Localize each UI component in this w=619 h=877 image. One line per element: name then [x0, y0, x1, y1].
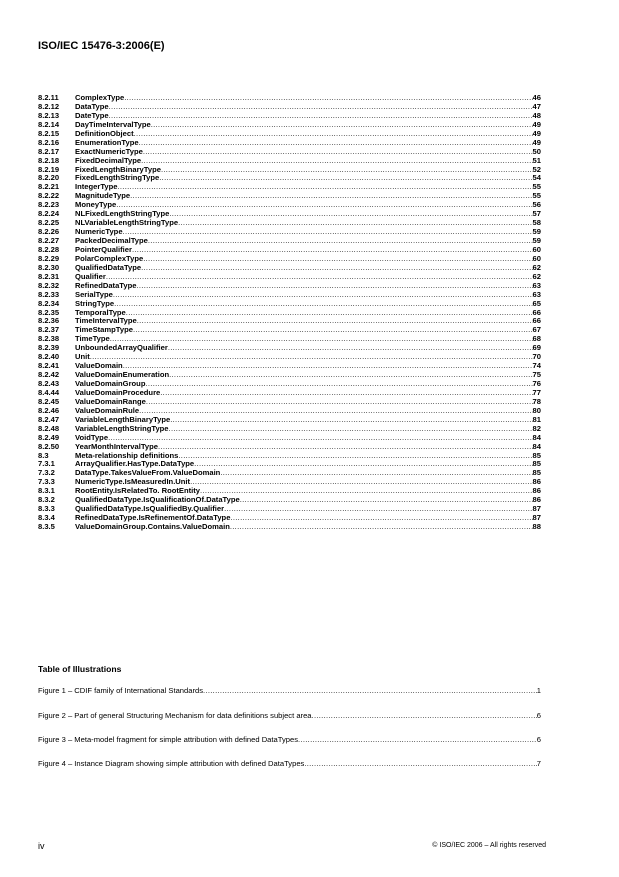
- toc-entry-number: 8.2.39: [38, 343, 60, 353]
- toc-entry-number: 8.3.3: [38, 504, 55, 514]
- toc-entry-number: 8.2.42: [38, 370, 60, 380]
- leader-dots: [220, 469, 532, 478]
- toc-entry-title: UnboundedArrayQualifier: [75, 343, 168, 353]
- toc-entry-page: 60: [532, 244, 541, 254]
- toc-entry-number: 8.2.11: [38, 93, 59, 102]
- toc-entry-number: 8.2.50: [38, 441, 60, 451]
- toc-entry-number: 8.2.43: [38, 379, 60, 388]
- toc-entry-page: 85: [532, 450, 541, 460]
- toc-entry-page: 51: [532, 155, 541, 165]
- toc-entry-page: 49: [532, 128, 541, 138]
- toc-entry-page: 63: [532, 289, 541, 299]
- toc-entry-number: 8.3.2: [38, 495, 55, 505]
- leader-dots: [136, 282, 532, 291]
- toc-entry-number: 8.2.41: [38, 361, 60, 371]
- leader-dots: [90, 353, 533, 362]
- toc-entry[interactable]: [38, 344, 541, 353]
- toc-entry-number: 8.2.47: [38, 414, 60, 424]
- illustration-entry[interactable]: [38, 735, 541, 744]
- toc-entry-number: 8.2.25: [38, 218, 60, 228]
- leader-dots: [139, 407, 532, 416]
- toc-entry-page: 70: [532, 352, 541, 362]
- toc-entry-page: 56: [532, 200, 541, 210]
- toc-entry-number: 8.3.5: [38, 522, 55, 531]
- toc-entry-number: 8.2.15: [38, 128, 60, 138]
- toc-entry-number: 8.2.48: [38, 423, 60, 433]
- toc-entry-page: 46: [532, 93, 541, 102]
- toc-entry-page: 68: [532, 334, 541, 344]
- leader-dots: [145, 380, 532, 389]
- table-of-contents: [38, 94, 541, 532]
- illustration-page: 1: [536, 686, 541, 695]
- toc-entry-title: ValueDomainRange: [75, 396, 146, 406]
- toc-entry-page: 75: [532, 370, 541, 380]
- toc-entry-number: 8.2.27: [38, 236, 60, 245]
- toc-entry-page: 50: [532, 146, 541, 156]
- toc-entry-number: 8.2.29: [38, 253, 60, 263]
- leader-dots: [224, 505, 532, 514]
- toc-entry-page: 85: [532, 468, 541, 478]
- toc-entry-title: Qualifier: [75, 271, 106, 281]
- toc-entry-title: VoidType: [75, 432, 109, 442]
- toc-entry-page: 84: [532, 441, 541, 451]
- toc-entry-number: 8.4.44: [38, 387, 60, 397]
- leader-dots: [110, 335, 533, 344]
- toc-entry-title: MoneyType: [75, 200, 117, 210]
- leader-dots: [194, 460, 532, 469]
- toc-entry-title: QualifiedDataType: [75, 262, 142, 272]
- leader-dots: [139, 139, 533, 148]
- leader-dots: [169, 371, 532, 380]
- toc-entry-title: FixedLengthStringType: [75, 173, 160, 183]
- toc-entry-page: 49: [532, 137, 541, 147]
- leader-dots: [116, 201, 532, 210]
- toc-entry-page: 59: [532, 236, 541, 245]
- leader-dots: [230, 514, 532, 523]
- toc-entry-page: 78: [532, 396, 541, 406]
- toc-entry-title: Unit: [75, 352, 90, 362]
- toc-entry-number: 8.2.46: [38, 405, 60, 415]
- toc-entry-title: TimeType: [75, 334, 110, 344]
- toc-entry-page: 63: [532, 280, 541, 290]
- leader-dots: [159, 174, 532, 183]
- toc-entry-page: 47: [532, 101, 541, 111]
- toc-entry-page: 77: [532, 387, 541, 397]
- toc-entry-title: PolarComplexType: [75, 253, 144, 263]
- toc-entry-page: 58: [532, 218, 541, 228]
- leader-dots: [117, 183, 532, 192]
- toc-entry-number: 8.2.49: [38, 432, 60, 442]
- leader-dots: [169, 210, 532, 219]
- leader-dots: [137, 317, 533, 326]
- toc-entry-title: ValueDomainEnumeration: [75, 370, 170, 380]
- toc-entry-page: 52: [532, 164, 541, 174]
- toc-entry-title: NLFixedLengthStringType: [75, 209, 170, 219]
- toc-entry-page: 69: [532, 343, 541, 353]
- toc-entry-page: 57: [532, 209, 541, 219]
- toc-entry-title: TimeStampType: [75, 325, 133, 335]
- leader-dots: [148, 237, 533, 246]
- toc-entry-number: 8.2.21: [38, 182, 60, 192]
- toc-entry-title: DefinitionObject: [75, 128, 134, 138]
- illustration-entry[interactable]: [38, 686, 541, 695]
- toc-entry-title: ValueDomainRule: [75, 405, 140, 415]
- toc-entry-number: 8.2.13: [38, 110, 60, 120]
- toc-entry-title: ValueDomainGroup: [75, 379, 146, 388]
- toc-entry-page: 59: [532, 227, 541, 237]
- illustration-title: Figure 3 – Meta-model fragment for simple attribution with defined DataTypes: [38, 735, 299, 744]
- illustrations-heading: Table of Illustrations: [38, 664, 122, 674]
- toc-entry-number: 8.2.26: [38, 227, 60, 237]
- leader-dots: [134, 130, 533, 139]
- toc-entry-title: IntegerType: [75, 182, 118, 192]
- toc-entry[interactable]: [38, 264, 541, 273]
- leader-dots: [141, 264, 532, 273]
- leader-dots: [169, 425, 533, 434]
- toc-entry-number: 8.2.33: [38, 289, 60, 299]
- toc-entry-number: 8.2.24: [38, 209, 60, 219]
- toc-entry-number: 8.2.37: [38, 325, 60, 335]
- toc-entry-page: 55: [532, 182, 541, 192]
- toc-entry-title: NLVariableLengthStringType: [75, 218, 179, 228]
- toc-entry-number: 7.3.2: [38, 468, 55, 478]
- toc-entry-page: 62: [532, 262, 541, 272]
- toc-entry-title: ValueDomainProcedure: [75, 387, 161, 397]
- leader-dots: [133, 326, 533, 335]
- leader-dots: [130, 192, 532, 201]
- toc-entry-title: TemporalType: [75, 307, 126, 317]
- leader-dots: [106, 273, 533, 282]
- toc-entry-title: DateType: [75, 110, 109, 120]
- toc-entry[interactable]: [38, 282, 541, 291]
- leader-dots: [304, 759, 536, 768]
- toc-entry-number: 8.2.38: [38, 334, 60, 344]
- toc-entry-page: 74: [532, 361, 541, 371]
- toc-entry-title: StringType: [75, 298, 115, 308]
- illustration-title: Figure 1 – CDIF family of International Standards: [38, 686, 204, 695]
- toc-entry-number: 8.2.40: [38, 352, 60, 362]
- toc-entry-title: QualifiedDataType.IsQualificationOf.DataType: [75, 495, 240, 505]
- toc-entry-page: 87: [532, 513, 541, 523]
- toc-entry-page: 88: [532, 522, 541, 531]
- page-number: iv: [38, 841, 45, 851]
- leader-dots: [170, 416, 532, 425]
- leader-dots: [168, 344, 533, 353]
- illustration-page: 6: [536, 711, 541, 720]
- toc-entry-number: 8.2.45: [38, 396, 60, 406]
- toc-entry-page: 65: [532, 298, 541, 308]
- leader-dots: [126, 309, 533, 318]
- toc-entry-title: SerialType: [75, 289, 113, 299]
- toc-entry-number: 8.2.36: [38, 316, 60, 326]
- toc-entry-title: PointerQualifier: [75, 244, 132, 254]
- toc-entry-page: 86: [532, 495, 541, 505]
- illustration-page: 6: [536, 735, 541, 744]
- toc-entry-number: 8.3: [38, 450, 49, 460]
- toc-entry-page: 76: [532, 379, 541, 388]
- toc-entry-title: TimeIntervalType: [75, 316, 137, 326]
- toc-entry-title: PackedDecimalType: [75, 236, 148, 245]
- toc-entry-title: DataType.TakesValueFrom.ValueDomain: [75, 468, 221, 478]
- toc-entry-number: 8.2.22: [38, 191, 60, 201]
- illustration-entry[interactable]: [38, 759, 541, 768]
- toc-entry[interactable]: [38, 523, 541, 532]
- leader-dots: [161, 166, 533, 175]
- leader-dots: [203, 686, 537, 695]
- toc-entry-title: RefinedDataType: [75, 280, 137, 290]
- illustration-title: Figure 4 – Instance Diagram showing simple attribution with defined DataTypes: [38, 759, 305, 768]
- leader-dots: [298, 735, 537, 744]
- toc-entry-page: 54: [532, 173, 541, 183]
- illustration-title: Figure 2 – Part of general Structuring Mechanism for data definitions subject area: [38, 711, 312, 720]
- leader-dots: [230, 523, 533, 532]
- copyright-notice: © ISO/IEC 2006 – All rights reserved: [432, 842, 546, 849]
- toc-entry-title: RefinedDataType.IsRefinementOf.DataType: [75, 513, 231, 523]
- illustration-entry[interactable]: [38, 711, 541, 720]
- leader-dots: [143, 148, 533, 157]
- toc-entry-title: NumericType.IsMeasuredIn.Unit: [75, 477, 191, 487]
- toc-entry-number: 8.2.16: [38, 137, 60, 147]
- toc-entry-number: 7.3.1: [38, 459, 55, 469]
- toc-entry-title: YearMonthIntervalType: [75, 441, 158, 451]
- illustration-page: 7: [536, 759, 541, 768]
- toc-entry-number: 8.2.35: [38, 307, 60, 317]
- toc-entry-number: 8.2.19: [38, 164, 60, 174]
- toc-entry-page: 82: [532, 423, 541, 433]
- leader-dots: [123, 362, 533, 371]
- toc-entry-page: 49: [532, 119, 541, 129]
- leader-dots: [312, 711, 537, 720]
- leader-dots: [132, 246, 533, 255]
- leader-dots: [108, 434, 532, 443]
- leader-dots: [114, 300, 532, 309]
- toc-entry-title: Meta-relationship definitions: [75, 450, 179, 460]
- toc-entry-page: 86: [532, 477, 541, 487]
- leader-dots: [146, 398, 533, 407]
- leader-dots: [178, 452, 532, 461]
- toc-entry[interactable]: [38, 94, 541, 103]
- toc-entry-page: 86: [532, 486, 541, 496]
- toc-entry-page: 81: [532, 414, 541, 424]
- leader-dots: [190, 478, 532, 487]
- toc-entry[interactable]: [38, 326, 541, 335]
- toc-entry-page: 62: [532, 271, 541, 281]
- toc-entry-title: NumericType: [75, 227, 123, 237]
- leader-dots: [240, 496, 533, 505]
- leader-dots: [178, 219, 532, 228]
- toc-entry-title: FixedLengthBinaryType: [75, 164, 161, 174]
- leader-dots: [141, 157, 532, 166]
- toc-entry-number: 8.2.14: [38, 119, 60, 129]
- toc-entry[interactable]: [38, 425, 541, 434]
- leader-dots: [160, 389, 532, 398]
- toc-entry-title: VariableLengthStringType: [75, 423, 169, 433]
- toc-entry-title: RootEntity.IsRelatedTo. RootEntity: [75, 486, 201, 496]
- toc-entry-page: 80: [532, 405, 541, 415]
- toc-entry-page: 48: [532, 110, 541, 120]
- toc-entry-title: DayTimeIntervalType: [75, 119, 151, 129]
- toc-entry-title: EnumerationType: [75, 137, 139, 147]
- leader-dots: [109, 103, 533, 112]
- toc-entry-number: 8.2.17: [38, 146, 60, 156]
- toc-entry-title: FixedDecimalType: [75, 155, 142, 165]
- toc-entry-page: 84: [532, 432, 541, 442]
- toc-entry-page: 87: [532, 504, 541, 514]
- toc-entry-number: 8.3.4: [38, 513, 55, 523]
- toc-entry-title: ValueDomain: [75, 361, 123, 371]
- toc-entry-title: VariableLengthBinaryType: [75, 414, 171, 424]
- toc-entry[interactable]: [38, 103, 541, 112]
- toc-entry-number: 8.3.1: [38, 486, 55, 496]
- toc-entry-number: 8.2.30: [38, 262, 60, 272]
- toc-entry-number: 8.2.20: [38, 173, 60, 183]
- leader-dots: [123, 228, 533, 237]
- toc-entry-number: 8.2.28: [38, 244, 60, 254]
- toc-entry-number: 8.2.18: [38, 155, 60, 165]
- toc-entry-page: 66: [532, 316, 541, 326]
- toc-entry-title: MagnitudeType: [75, 191, 131, 201]
- leader-dots: [124, 94, 532, 103]
- toc-entry-title: ComplexType: [75, 93, 125, 102]
- toc-entry-page: 60: [532, 253, 541, 263]
- toc-entry-number: 8.2.23: [38, 200, 60, 210]
- leader-dots: [109, 112, 533, 121]
- toc-entry-page: 67: [532, 325, 541, 335]
- toc-entry-page: 66: [532, 307, 541, 317]
- leader-dots: [143, 255, 532, 264]
- toc-entry-number: 7.3.3: [38, 477, 55, 487]
- toc-entry-title: QualifiedDataType.IsQualifiedBy.Qualifier: [75, 504, 225, 514]
- leader-dots: [113, 291, 533, 300]
- leader-dots: [200, 487, 533, 496]
- toc-entry-title: ExactNumericType: [75, 146, 143, 156]
- leader-dots: [151, 121, 533, 130]
- toc-entry-number: 8.2.12: [38, 101, 60, 111]
- toc-entry-number: 8.2.32: [38, 280, 60, 290]
- toc-entry-number: 8.2.31: [38, 271, 60, 281]
- document-header: ISO/IEC 15476-3:2006(E): [38, 40, 165, 52]
- toc-entry-number: 8.2.34: [38, 298, 60, 308]
- toc-entry-title: ArrayQualifier.HasType.DataType: [75, 459, 195, 469]
- leader-dots: [158, 443, 533, 452]
- toc-entry-page: 85: [532, 459, 541, 469]
- toc-entry-title: DataType: [75, 101, 109, 111]
- toc-entry-page: 55: [532, 191, 541, 201]
- toc-entry-title: ValueDomainGroup.Contains.ValueDomain: [75, 522, 230, 531]
